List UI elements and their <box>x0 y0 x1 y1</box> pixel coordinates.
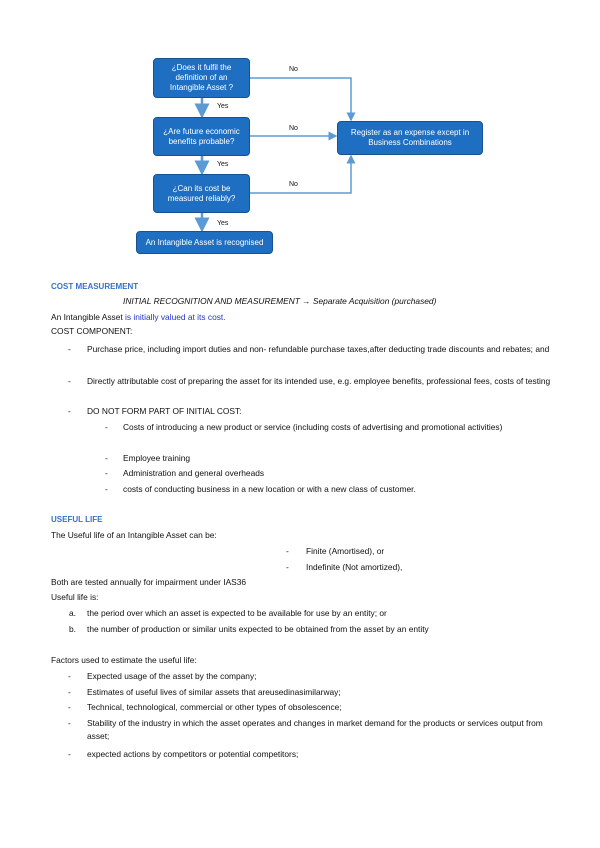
factor-item-5: expected actions by competitors or potential competitors; <box>87 749 299 759</box>
factor-item-3: Technical, technological, commercial or other types of obsolescence; <box>87 702 342 712</box>
useful-option-indefinite: Indefinite (Not amortized), <box>306 562 403 572</box>
bullet-dash: - <box>286 546 289 556</box>
useful-life-heading: USEFUL LIFE <box>51 515 103 524</box>
question-benefits-box: ¿Are future economic benefits probable? <box>153 117 250 156</box>
useful-option-finite: Finite (Amortised), or <box>306 546 385 556</box>
bullet-dash: - <box>68 749 71 759</box>
cost-intro-highlight: is initially valued at its cost. <box>125 312 226 322</box>
recognised-box: An Intangible Asset is recognised <box>136 231 273 254</box>
bullet-dash: - <box>105 484 108 494</box>
recognition-flowchart <box>0 0 600 260</box>
expense-box: Register as an expense except in Business Combinations <box>337 121 483 155</box>
bullet-dash: - <box>105 468 108 478</box>
flowchart-connectors <box>0 0 600 260</box>
yes-label-3: Yes <box>217 220 229 227</box>
list-marker-a: a. <box>69 608 76 618</box>
factor-item-4: Stability of the industry in which the asset operates and changes in market demand for the products or services output from asset; <box>87 718 543 741</box>
useful-life-definition-b: the number of production or similar units expected to be obtained from the asset by an entity <box>87 624 429 634</box>
bullet-dash: - <box>105 422 108 432</box>
question-cost-box: ¿Can its cost be measured reliably? <box>153 174 250 213</box>
yes-label-1: Yes <box>217 103 229 110</box>
no-label-2: No <box>289 125 298 132</box>
bullet-dash: - <box>68 687 71 697</box>
list-marker-b: b. <box>69 624 76 634</box>
useful-life-intro: The Useful life of an Intangible Asset can be: <box>51 530 217 540</box>
not-cost-item-1: Costs of introducing a new product or service (including costs of advertising and promotional activities) <box>123 422 503 432</box>
not-cost-item-2: Employee training <box>123 453 191 463</box>
not-cost-item-4: costs of conducting business in a new location or with a new class of customer. <box>123 484 416 494</box>
useful-life-is-label: Useful life is: <box>51 592 99 602</box>
cost-item-3: DO NOT FORM PART OF INITIAL COST: <box>87 406 242 416</box>
cost-intro-text: An Intangible Asset <box>51 312 126 322</box>
factor-item-2: Estimates of useful lives of similar assets that areusedinasimilarway; <box>87 687 341 697</box>
impairment-note: Both are tested annually for impairment under IAS36 <box>51 577 247 587</box>
bullet-dash: - <box>68 406 71 416</box>
factor-item-1: Expected usage of the asset by the company; <box>87 671 257 681</box>
bullet-dash: - <box>68 671 71 681</box>
cost-measurement-heading: COST MEASUREMENT <box>51 282 139 291</box>
question-definition-box: ¿Does it fulfil the definition of an Intangible Asset ? <box>153 58 250 98</box>
no-label-1: No <box>289 66 298 73</box>
useful-life-definition-a: the period over which an asset is expected to be available for use by an entity; or <box>87 608 387 618</box>
no-arrow-1 <box>250 78 351 120</box>
cost-item-2: Directly attributable cost of preparing the asset for its intended use, e.g. employee benefits, professional fees, costs of testing <box>87 376 551 386</box>
bullet-dash: - <box>105 453 108 463</box>
not-cost-item-3: Administration and general overheads <box>123 468 265 478</box>
no-arrow-3 <box>250 156 351 193</box>
bullet-dash: - <box>68 718 71 728</box>
bullet-dash: - <box>68 376 71 386</box>
bullet-dash: - <box>286 562 289 572</box>
bullet-dash: - <box>68 344 71 354</box>
cost-component-label: COST COMPONENT: <box>51 326 133 336</box>
factors-label: Factors used to estimate the useful life: <box>51 655 197 665</box>
bullet-dash: - <box>68 702 71 712</box>
cost-item-1: Purchase price, including import duties and non- refundable purchase taxes,after deducting trade discounts and rebates; and <box>87 344 550 354</box>
cost-subtitle: INITIAL RECOGNITION AND MEASUREMENT → Separate Acquisition (purchased) <box>123 296 437 306</box>
no-label-3: No <box>289 181 298 188</box>
yes-label-2: Yes <box>217 161 229 168</box>
cost-intro <box>51 311 226 324</box>
